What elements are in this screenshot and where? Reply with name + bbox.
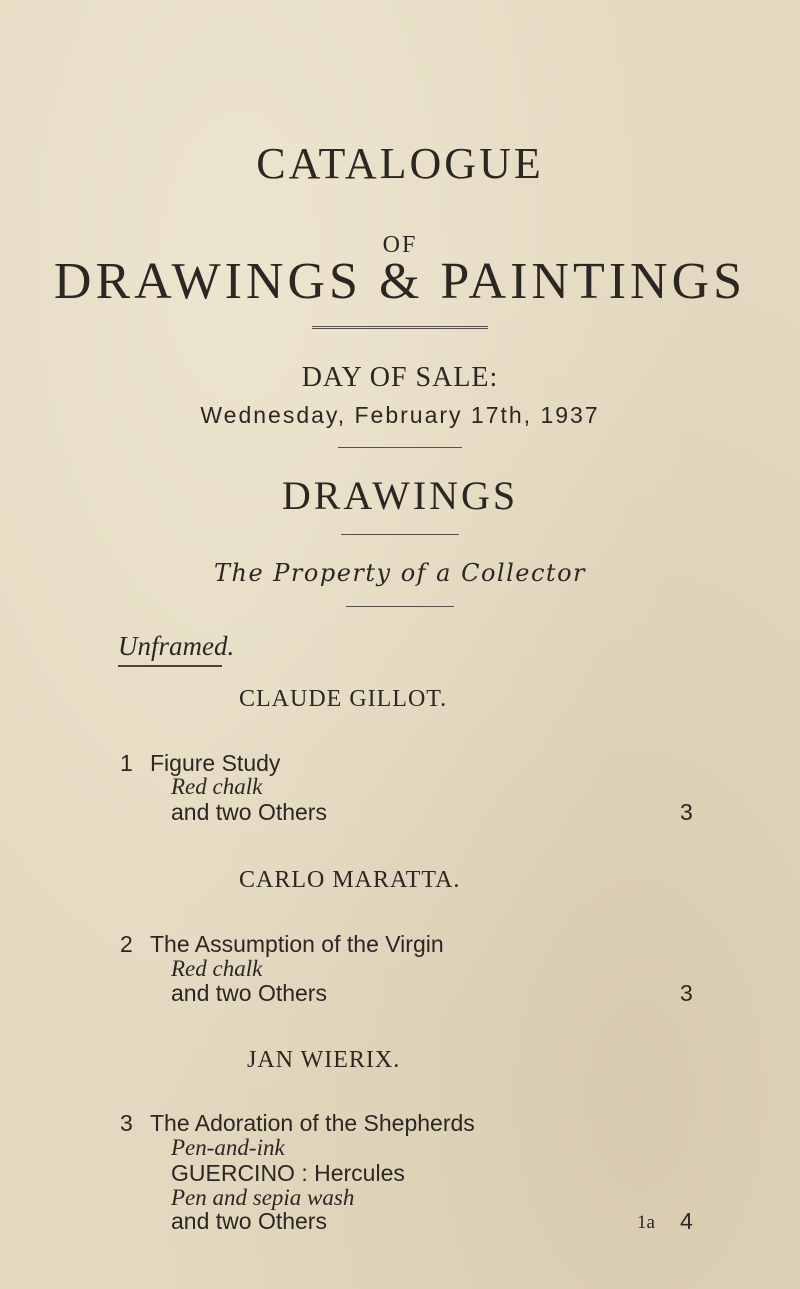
lot-extra-separator: : <box>294 1160 315 1186</box>
lot-number: 2 <box>120 931 133 957</box>
of-label: OF <box>382 232 418 258</box>
drawings-heading: DRAWINGS <box>281 473 519 518</box>
catalogue-title: CATALOGUE <box>256 139 544 188</box>
lot-extra-artist-line <box>171 1160 405 1187</box>
lot-number: 1 <box>120 750 133 776</box>
lot-title: The Assumption of the Virgin <box>150 931 444 957</box>
lot-artist: CARLO MARATTA. <box>239 867 461 893</box>
lot-title: The Adoration of the Shepherds <box>150 1110 475 1136</box>
lot-title: Figure Study <box>150 750 281 776</box>
lot-number: 3 <box>120 1110 133 1136</box>
drawings-paintings-title: DRAWINGS & PAINTINGS <box>53 253 747 310</box>
property-heading: The Property of a Collector <box>213 559 586 587</box>
lot-others: and two Others <box>171 799 327 825</box>
lot-artist: JAN WIERIX. <box>247 1047 401 1073</box>
lot-artist: CLAUDE GILLOT. <box>239 686 448 712</box>
date-divider <box>338 447 462 448</box>
sale-date: Wednesday, February 17th, 1937 <box>200 402 600 428</box>
lot-others: and two Others <box>171 1208 327 1234</box>
lot-medium: Red chalk <box>171 956 263 981</box>
lot-price: 3 <box>680 980 693 1006</box>
lot-extra-artist: GUERCINO <box>171 1160 295 1186</box>
unframed-heading: Unframed. <box>118 631 235 661</box>
lot-price: 3 <box>680 799 693 825</box>
lot-medium: Pen-and-ink <box>171 1135 285 1160</box>
lot-price: 4 <box>680 1208 693 1234</box>
day-of-sale-label: DAY OF SALE: <box>301 362 499 393</box>
unframed-underline <box>118 665 222 667</box>
page-number: 1a <box>637 1212 655 1233</box>
lot-medium: Red chalk <box>171 774 263 799</box>
lot-extra-title: Hercules <box>314 1160 405 1186</box>
lot-extra-medium: Pen and sepia wash <box>171 1185 355 1210</box>
property-divider <box>346 606 454 607</box>
header-divider <box>312 326 488 329</box>
lot-others: and two Others <box>171 980 327 1006</box>
drawings-divider <box>341 534 459 535</box>
